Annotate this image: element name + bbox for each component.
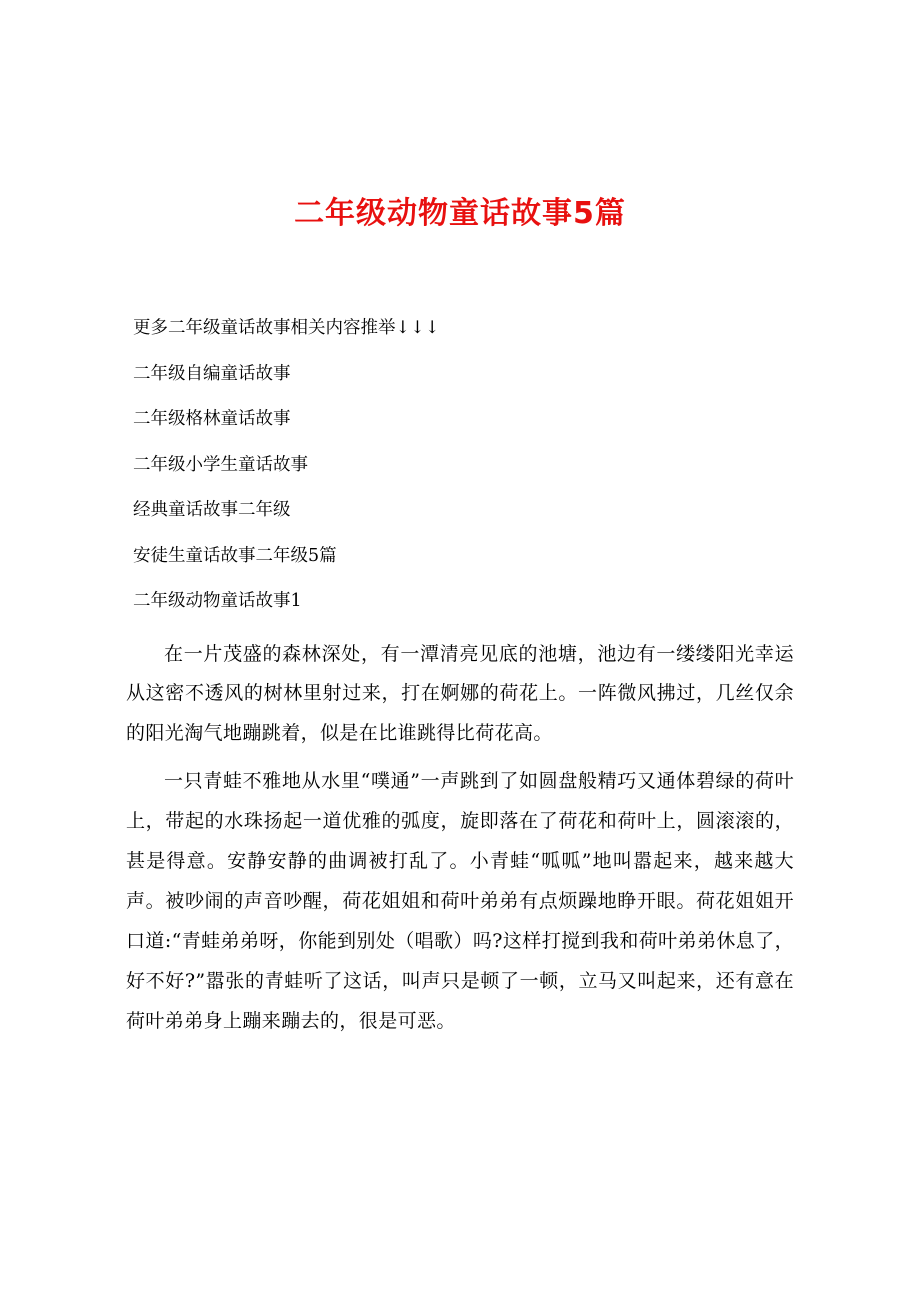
related-link-5[interactable]: 安徒生童话故事二年级5篇 [133,545,337,566]
body-paragraph-2: 一只青蛙不雅地从水里“噗通”一声跳到了如圆盘般精巧又通体碧绿的荷叶上，带起的水珠扬起一道优雅的弧度，旋即落在了荷花和荷叶上，圆滚滚的，甚是得意。安静安静的曲调被打乱了。小青蛙“呱呱”地叫嚣起来，越来越大声。被吵闹的声音吵醒，荷花姐姐和荷叶弟弟有点烦躁地睁开眼。荷花姐姐开口道:“青蛙弟弟呀，你能到别处（唱歌）吗?这样打搅到我和荷叶弟弟休息了，好不好?”嚣张的青蛙听了这话，叫声只是顿了一顿，立马又叫起来，还有意在荷叶弟弟身上蹦来蹦去的，很是可恶。 [126,770,794,1032]
section-heading-story-1: 二年级动物童话故事1 [133,591,302,611]
related-link-2[interactable]: 二年级格林童话故事 [133,409,291,429]
document-body [126,232,794,1041]
related-link-0[interactable]: 更多二年级童话故事相关内容推举↓↓↓ [133,318,440,338]
related-link-3[interactable]: 二年级小学生童话故事 [133,454,308,475]
related-link-4[interactable]: 经典童话故事二年级 [133,500,291,520]
related-link-1[interactable]: 二年级自编童话故事 [133,363,291,384]
page-title: 二年级动物童话故事5篇 [294,196,626,231]
body-paragraph-1: 在一片茂盛的森林深处，有一潭清亮见底的池塘，池边有一缕缕阳光幸运从这密不透风的树林里射过来，打在婀娜的荷花上。一阵微风拂过，几丝仅余的阳光淘气地蹦跳着，似是在比谁跳得比荷花高。 [126,642,794,745]
